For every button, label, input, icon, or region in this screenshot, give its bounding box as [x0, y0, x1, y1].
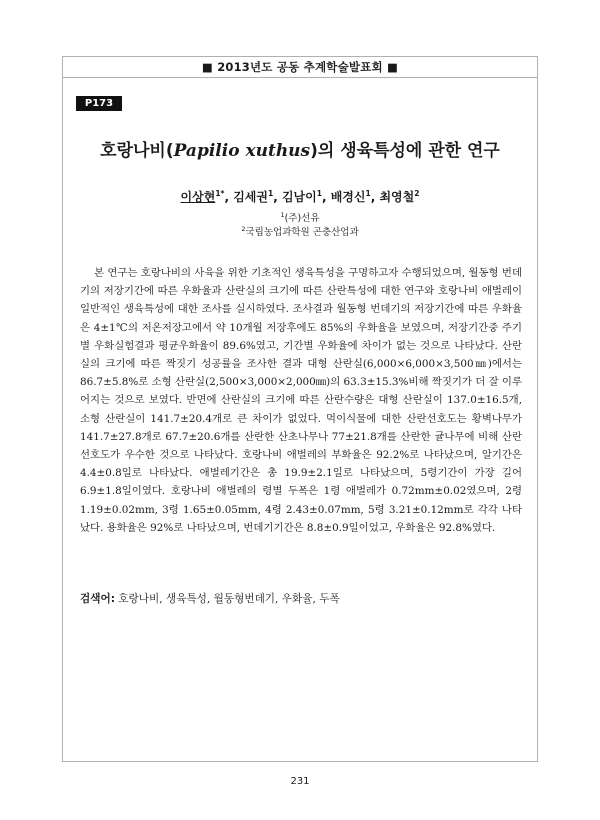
author-affiliation-mark: 1	[316, 189, 322, 198]
title-prefix: 호랑나비(	[100, 141, 174, 161]
conference-header-text: ■ 2013년도 공동 추계학술발표회 ■	[201, 59, 399, 74]
keywords-list: 호랑나비, 생육특성, 월동형번데기, 우화율, 두폭	[114, 593, 340, 605]
author-name: 배경신	[330, 190, 366, 204]
affiliation-number: 2	[241, 224, 246, 233]
title-suffix: )의 생육특성에 관한 연구	[310, 141, 500, 161]
affiliation-1	[62, 210, 538, 224]
author-name: 김세권	[233, 190, 268, 204]
affiliation-number: 1	[280, 210, 285, 219]
author-affiliation-mark: 1*	[215, 189, 225, 198]
keywords-label: 검색어:	[80, 593, 115, 605]
author-name: 김남이	[281, 190, 317, 204]
author-separator: ,	[370, 190, 380, 204]
affiliation-name: 국립농업과학원 곤충산업과	[245, 227, 359, 238]
author-name: 최영철	[379, 190, 415, 204]
keywords-line	[80, 591, 522, 606]
affiliation-2	[62, 224, 538, 238]
abstract-paragraph: 본 연구는 호랑나비의 사육을 위한 기초적인 생육특성을 구명하고자 수행되었으며, 월동형 번데기의 저장기간에 따른 우화율과 산란실의 크기에 따른 산란특성에 대한 연구와 호랑나비 애벌레이 일반적인 생육특성에 대한 조사를 실시하였다. 조사결과 월동형 번데기의 저장기간에 따른 우화율은 4±1℃의 저온저장고에서 약 10개월 저장후에도 85%의 우화율을 보였으며, 저장기간중 주기별 우화실험결과 평균우화율이 89.6%였고, 기간별 우화율에 차이가 없는 것으로 나타났다. 산란실의 크기에 따른 짝짓기 성공률을 조사한 결과 대형 산란실(6,000×6,000×3,500㎜)에서는 86.7±5.8%로 소형 산란실(2,500×3,000×2,000㎜)의 63.3±15.3%비해 짝짓기가 더 잘 이루어지는 것으로 보였다. 반면에 산란실의 크기에 따른 산란수량은 대형 산란실이 137.0±16.5개, 소형 산란실이 141.7±20.4개로 큰 차이가 없었다. 먹이식물에 대한 산란선호도는 황벽나무가 141.7±27.8개로 67.7±20.6개를 산란한 산초나무나 77±21.8개를 산란한 귤나무에 비해 산란선호도가 우수한 것으로 나타났다. 호랑나비 애벌레의 부화율은 92.2%로 나타났으며, 알기간은 4.4±0.8일로 나타났다. 애벌레기간은 총 19.9±2.1일로 나타났으며, 5령기간이 가장 길어 6.9±1.8일이였다. 호랑나비 애벌레의 령별 두폭은 1령 애벌레가 0.72mm±0.02였으며, 2령 1.19±0.02mm, 3령 1.65±0.05mm, 4령 2.43±0.07mm, 5령 3.21±0.12mm로 각각 나타났다. 용화율은 92%로 나타났으며, 번데기기간은 8.8±0.9일이었고, 우화율은 92.8%였다.	[80, 267, 522, 534]
author-affiliation-mark: 1	[268, 189, 274, 198]
author-separator: ,	[224, 190, 234, 204]
title-scientific-name: Papilio xuthus	[173, 141, 311, 161]
author-list	[62, 188, 538, 205]
author-affiliation-mark: 2	[414, 189, 420, 198]
author-separator: ,	[321, 190, 331, 204]
author-separator: ,	[273, 190, 282, 204]
author-affiliation-mark: 1	[365, 189, 371, 198]
paper-title	[62, 136, 538, 161]
page-number: 231	[290, 776, 310, 787]
abstract-body	[80, 264, 522, 537]
author-name: 이상현	[180, 190, 216, 204]
conference-header	[62, 56, 538, 78]
affiliation-name: (주)선유	[284, 213, 320, 224]
poster-id-badge: P173	[76, 96, 122, 111]
